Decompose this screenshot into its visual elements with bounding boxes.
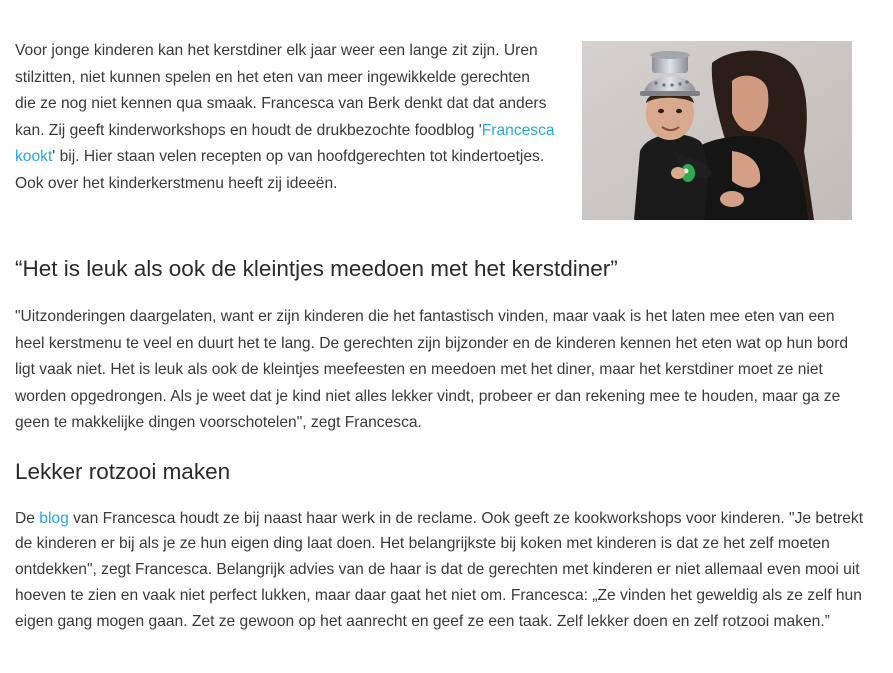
- francesca-kookt-link[interactable]: Francesca kookt: [15, 121, 555, 165]
- mess-text-start: De: [15, 509, 40, 527]
- intro-text-start: Voor jonge kinderen kan het kerstdiner elk jaar weer een lange zit zijn. Uren stilzitten, niet kunnen spelen en het eten van meer ingewikkelde gerechten die ze nog niet kennen qua smaak. Francesca van Berk denkt dat dat anders kan. Zij geeft kinderworkshops en houdt de drukbezochte foodblog ': [15, 42, 547, 139]
- blog-link[interactable]: blog: [39, 509, 69, 527]
- mess-text-end: van Francesca houdt ze bij naast haar werk in de reclame. Ook geeft ze kookworkshops voor kinderen. "Je betrekt de kinderen er bij als je ze hun eigen ding laat doen. Het belangrijkste bij koken met kinderen is dat ze het zelf moeten ontdekken", zegt Francesca. Belangrijk advies van de haar is dat de gerechten met kinderen er niet allemaal even mooi uit hoeven te zien en vaak niet perfect lukken, maar daar gaat het niet om. Francesca: „Ze vinden het geweldig als ze zelf hun eigen gang mogen gaan. Zet ze gewoon op het aanrecht en geef ze een taak. Zelf lekker doen en zelf rotzooi maken.”: [15, 509, 864, 630]
- article-body: [15, 38, 870, 634]
- intro-paragraph: [15, 38, 555, 197]
- quote-heading: “Het is leuk als ook de kleintjes meedoen met het kerstdiner”: [15, 256, 618, 281]
- intro-text-end: ' bij. Hier staan velen recepten op van hoofdgerechten tot kindertoetjes. Ook over het kinderkerstmenu heeft zij ideeën.: [15, 148, 545, 192]
- intro-section: [15, 38, 870, 226]
- mess-paragraph: [15, 506, 865, 635]
- quote-paragraph: "Uitzonderingen daargelaten, want er zijn kinderen die het fantastisch vinden, maar vaak is het laten mee eten van een heel kerstmenu te veel en duurt het te lang. De gerechten zijn bijzonder en de kinderen kennen het eten wat op hun bord ligt vaak niet. Het is leuk als ook de kleintjes meefeesten en meedoen met het diner, maar het kerstdiner moet ze niet worden opgedrongen. Als je weet dat je kind niet alles lekker vindt, probeer er dan rekening mee te houden, maar ga ze geen te makkelijke dingen voorschotelen", zegt Francesca.: [15, 308, 849, 431]
- article-photo: [582, 41, 852, 220]
- mess-heading: Lekker rotzooi maken: [15, 458, 231, 484]
